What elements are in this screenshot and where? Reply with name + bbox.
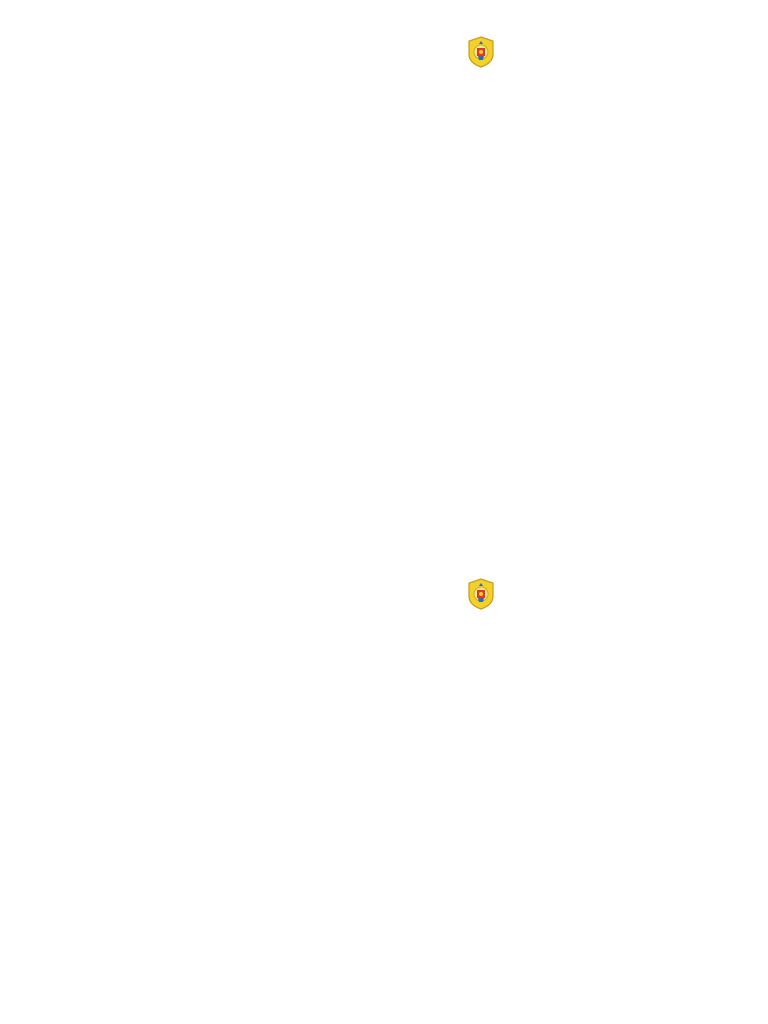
state-crest-icon [467,578,495,610]
state-crest-icon [467,36,495,68]
